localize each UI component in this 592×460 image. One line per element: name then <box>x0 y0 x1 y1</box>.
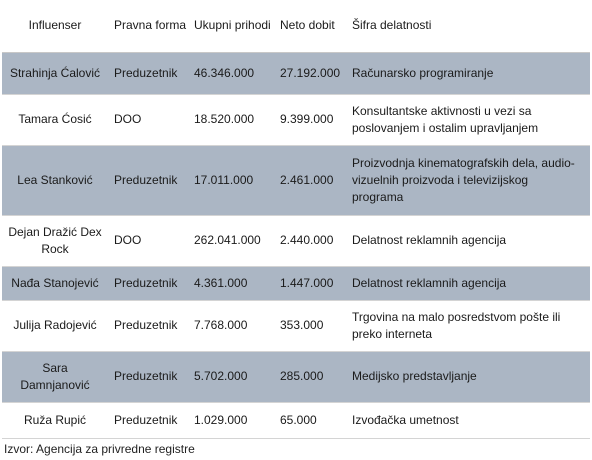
activity-cell: Delatnost reklamnih agencija <box>352 233 507 247</box>
revenue-cell: 17.011.000 <box>194 172 254 187</box>
revenue-cell: 46.346.000 <box>194 65 255 80</box>
legal-form-cell: Preduzetnik <box>114 172 178 187</box>
table-row <box>2 215 590 266</box>
legal-form-cell: Preduzetnik <box>114 412 178 427</box>
influencer-name-cell: Lea Stanković <box>17 172 93 187</box>
table-row <box>2 402 590 438</box>
table-body <box>2 52 590 438</box>
table-header <box>2 0 590 52</box>
revenue-cell: 4.361.000 <box>194 275 248 290</box>
legal-form-cell: Preduzetnik <box>114 318 178 332</box>
table-row <box>2 300 590 351</box>
activity-cell: Trgovina na malo posredstvom pošte ili preko interneta <box>352 309 561 341</box>
influencer-name-cell: Tamara Ćosić <box>18 112 92 126</box>
net-profit-cell: 27.192.000 <box>280 65 341 80</box>
influencer-name-cell: Strahinja Ćalović <box>9 65 101 80</box>
activity-cell: Izvođačka umetnost <box>352 412 459 427</box>
source-note: Izvor: Agencija za privredne registre <box>4 442 195 456</box>
header-revenue: Ukupni prihodi <box>188 0 274 52</box>
header-legal-form: Pravna forma <box>108 0 188 52</box>
influencer-name-cell: Nađa Stanojević <box>11 275 99 290</box>
legal-form-cell: Preduzetnik <box>114 65 178 80</box>
influencer-table <box>2 0 590 439</box>
influencer-name-cell: Sara Damnjanović <box>20 360 90 392</box>
net-profit-cell: 9.399.000 <box>280 112 334 126</box>
revenue-cell: 5.702.000 <box>194 369 248 383</box>
activity-cell: Medijsko predstavljanje <box>352 369 477 383</box>
activity-cell: Delatnost reklamnih agencija <box>352 275 507 290</box>
net-profit-cell: 2.440.000 <box>280 233 334 247</box>
net-profit-cell: 285.000 <box>280 369 324 383</box>
table-row <box>2 266 590 300</box>
influencer-name-cell: Julija Radojević <box>13 318 97 332</box>
activity-cell: Konsultantske aktivnosti u vezi sa poslovanjem i ostalim upravljanjem <box>352 103 539 135</box>
net-profit-cell: 2.461.000 <box>280 172 334 187</box>
header-activity: Šifra delatnosti <box>346 0 590 52</box>
header-row <box>2 0 590 52</box>
table-row <box>2 52 590 94</box>
revenue-cell: 7.768.000 <box>194 318 248 332</box>
legal-form-cell: Preduzetnik <box>114 369 178 383</box>
legal-form-cell: DOO <box>114 233 142 247</box>
revenue-cell: 262.041.000 <box>194 233 261 247</box>
revenue-cell: 1.029.000 <box>194 412 248 427</box>
revenue-cell: 18.520.000 <box>194 112 255 126</box>
influencer-name-cell: Ruža Rupić <box>23 412 87 427</box>
activity-cell: Računarsko programiranje <box>352 65 494 80</box>
net-profit-cell: 65.000 <box>280 412 317 427</box>
activity-cell: Proizvodnja kinematografskih dela, audio-vizuelnih proizvoda i televizijskog programa <box>352 155 575 204</box>
header-influencer: Influenser <box>2 0 108 52</box>
net-profit-cell: 353.000 <box>280 318 324 332</box>
table-row <box>2 145 590 215</box>
net-profit-cell: 1.447.000 <box>280 275 334 290</box>
legal-form-cell: Preduzetnik <box>114 275 178 290</box>
table-row <box>2 94 590 145</box>
table-row <box>2 351 590 402</box>
header-net-profit: Neto dobit <box>274 0 346 52</box>
legal-form-cell: DOO <box>114 112 142 126</box>
influencer-name-cell: Dejan Dražić Dex Rock <box>8 224 102 256</box>
